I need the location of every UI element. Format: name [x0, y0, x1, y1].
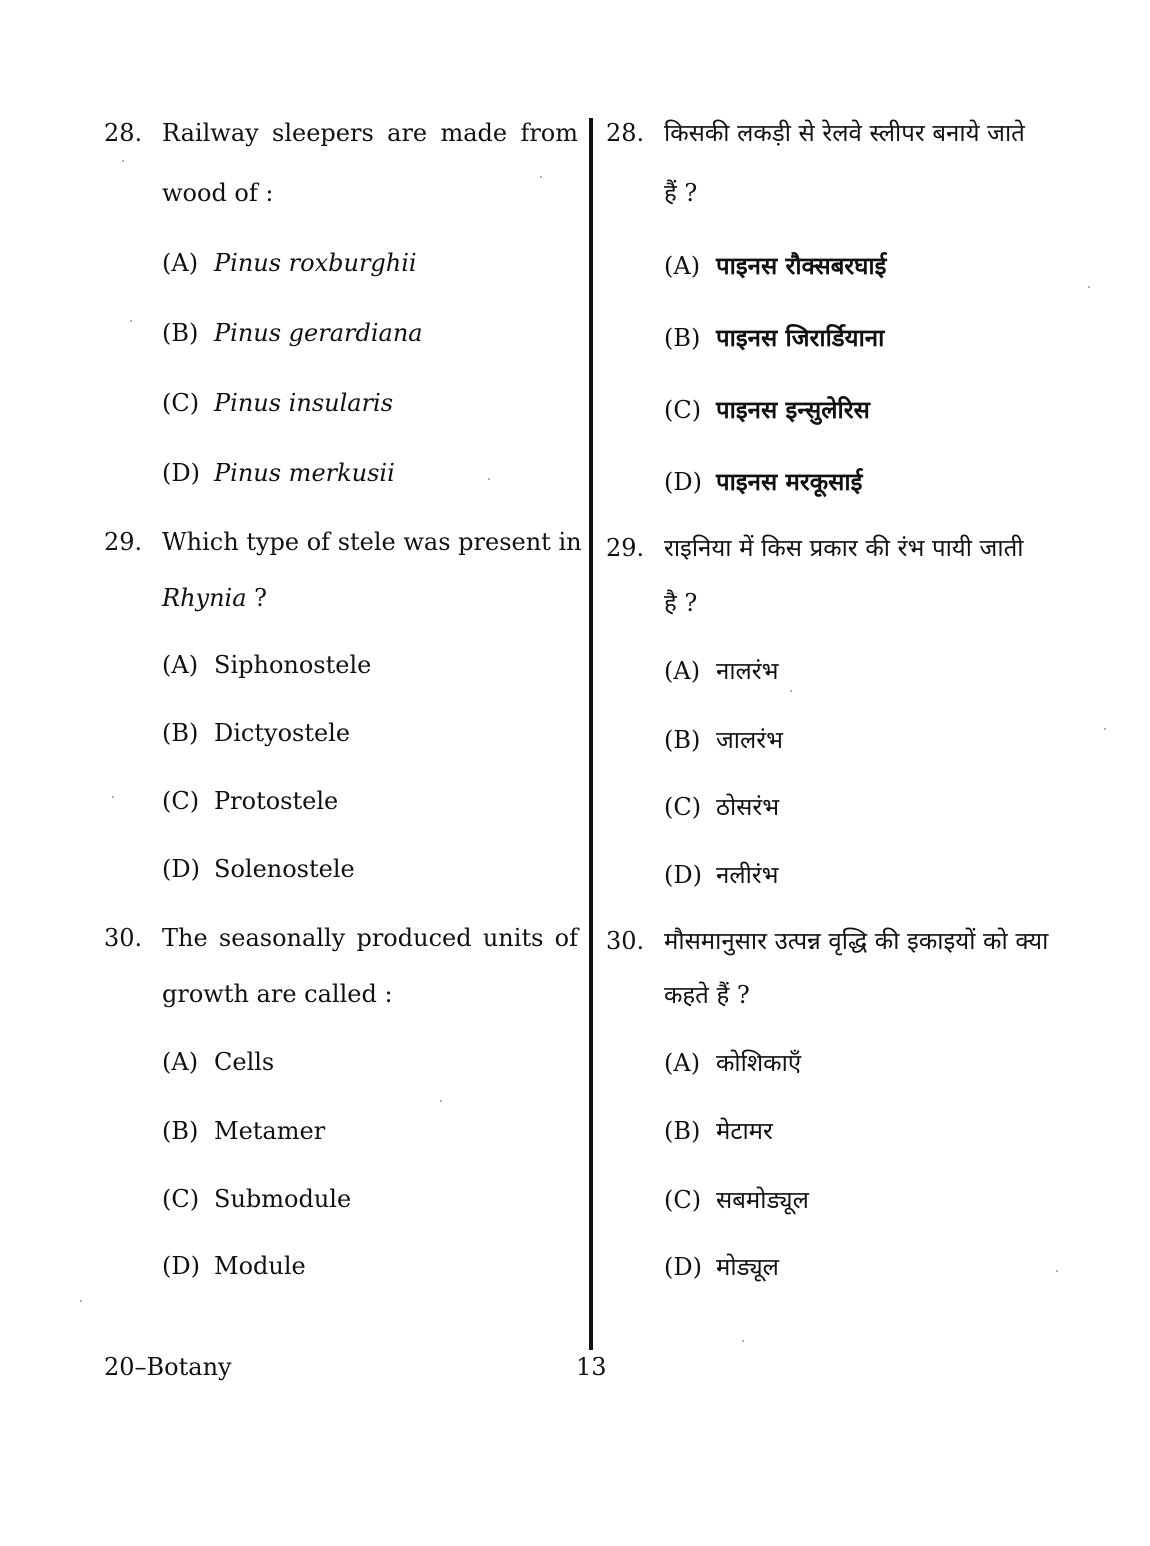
option-text: Pinus merkusii: [214, 459, 395, 487]
genus-name: Rhynia: [162, 584, 247, 612]
subject-code: 20–Botany: [104, 1353, 232, 1381]
option-label: (A): [162, 249, 199, 277]
option-text: Solenostele: [214, 855, 355, 883]
option-label: (C): [162, 1185, 200, 1213]
option-text: मेटामर: [716, 1117, 773, 1145]
option-label: (B): [162, 319, 199, 347]
scan-speck: [440, 1100, 442, 1102]
scan-speck: [122, 160, 124, 162]
option-text: Metamer: [214, 1117, 326, 1145]
option-text: Submodule: [214, 1185, 352, 1213]
option-label: (A): [664, 252, 701, 280]
scan-speck: [790, 690, 792, 692]
option-text: मोड्यूल: [716, 1253, 779, 1281]
option-text: सबमोड्यूल: [716, 1186, 809, 1214]
question-text-line2: wood of :: [162, 179, 274, 207]
option-label: (A): [664, 1049, 701, 1077]
question-text-line1: मौसमानुसार उत्पन्न वृद्धि की इकाइयों को क्या: [664, 927, 1049, 955]
question-number: 30.: [104, 924, 143, 952]
question-number: 29.: [104, 528, 143, 556]
option-label: (D): [162, 855, 200, 883]
option-label: (A): [664, 657, 701, 685]
question-text-line1: किसकी लकड़ी से रेलवे स्लीपर बनाये जाते: [664, 119, 1025, 147]
scan-speck: [130, 320, 132, 322]
option-label: (A): [162, 1048, 199, 1076]
question-text-line2: हैं ?: [664, 179, 698, 207]
question-text-line1: The seasonally produced units of: [162, 924, 578, 952]
question-text-line1: राइनिया में किस प्रकार की रंभ पायी जाती: [664, 534, 1024, 562]
scan-speck: [112, 796, 114, 798]
option-label: (D): [162, 1252, 200, 1280]
question-mark: ?: [246, 584, 268, 612]
option-text: Cells: [214, 1048, 275, 1076]
column-divider: [589, 118, 593, 1350]
question-number: 30.: [606, 927, 645, 955]
option-text: ठोसरंभ: [716, 793, 780, 821]
scan-speck: [488, 478, 490, 480]
question-text-line1: Railway sleepers are made from: [162, 119, 578, 147]
question-text-line2: कहते हैं ?: [664, 981, 750, 1009]
option-text: Module: [214, 1252, 306, 1280]
question-text-line1: Which type of stele was present in: [162, 528, 582, 556]
option-label: (C): [664, 1186, 702, 1214]
question-number: 28.: [104, 119, 143, 147]
option-label: (D): [664, 468, 702, 496]
option-label: (D): [664, 1253, 702, 1281]
option-text: कोशिकाएँ: [716, 1049, 802, 1077]
scan-speck: [80, 1300, 82, 1302]
option-text: पाइनस रौक्सबरघाई: [716, 251, 887, 280]
option-text: पाइनस इन्सुलेरिस: [716, 395, 870, 424]
option-label: (C): [664, 396, 702, 424]
option-label: (D): [162, 459, 200, 487]
option-label: (B): [162, 1117, 199, 1145]
option-text: Siphonostele: [214, 651, 372, 679]
option-label: (B): [162, 719, 199, 747]
option-label: (C): [664, 793, 702, 821]
option-label: (D): [664, 861, 702, 889]
option-label: (C): [162, 787, 200, 815]
scan-speck: [540, 176, 542, 178]
question-number: 28.: [606, 119, 645, 147]
scan-speck: [742, 1340, 744, 1342]
option-text: जालरंभ: [716, 726, 783, 754]
option-text: पाइनस जिरार्डियाना: [716, 323, 885, 352]
option-text: नलीरंभ: [716, 861, 779, 889]
question-text-line2: है ?: [664, 589, 698, 617]
option-label: (B): [664, 726, 701, 754]
scan-speck: [1088, 286, 1090, 288]
question-text-line2: growth are called :: [162, 980, 393, 1008]
scan-speck: [1104, 728, 1106, 730]
scan-speck: [1056, 1270, 1058, 1272]
question-number: 29.: [606, 534, 645, 562]
option-label: (C): [162, 389, 200, 417]
option-text: Pinus roxburghii: [214, 249, 417, 277]
option-label: (B): [664, 1117, 701, 1145]
option-text: Dictyostele: [214, 719, 351, 747]
option-label: (B): [664, 324, 701, 352]
option-text: Protostele: [214, 787, 339, 815]
option-label: (A): [162, 651, 199, 679]
option-text: पाइनस मरकूसाई: [716, 467, 863, 496]
option-text: Pinus insularis: [214, 389, 394, 417]
page-number: 13: [576, 1353, 607, 1381]
option-text: नालरंभ: [716, 657, 779, 685]
option-text: Pinus gerardiana: [214, 319, 423, 347]
